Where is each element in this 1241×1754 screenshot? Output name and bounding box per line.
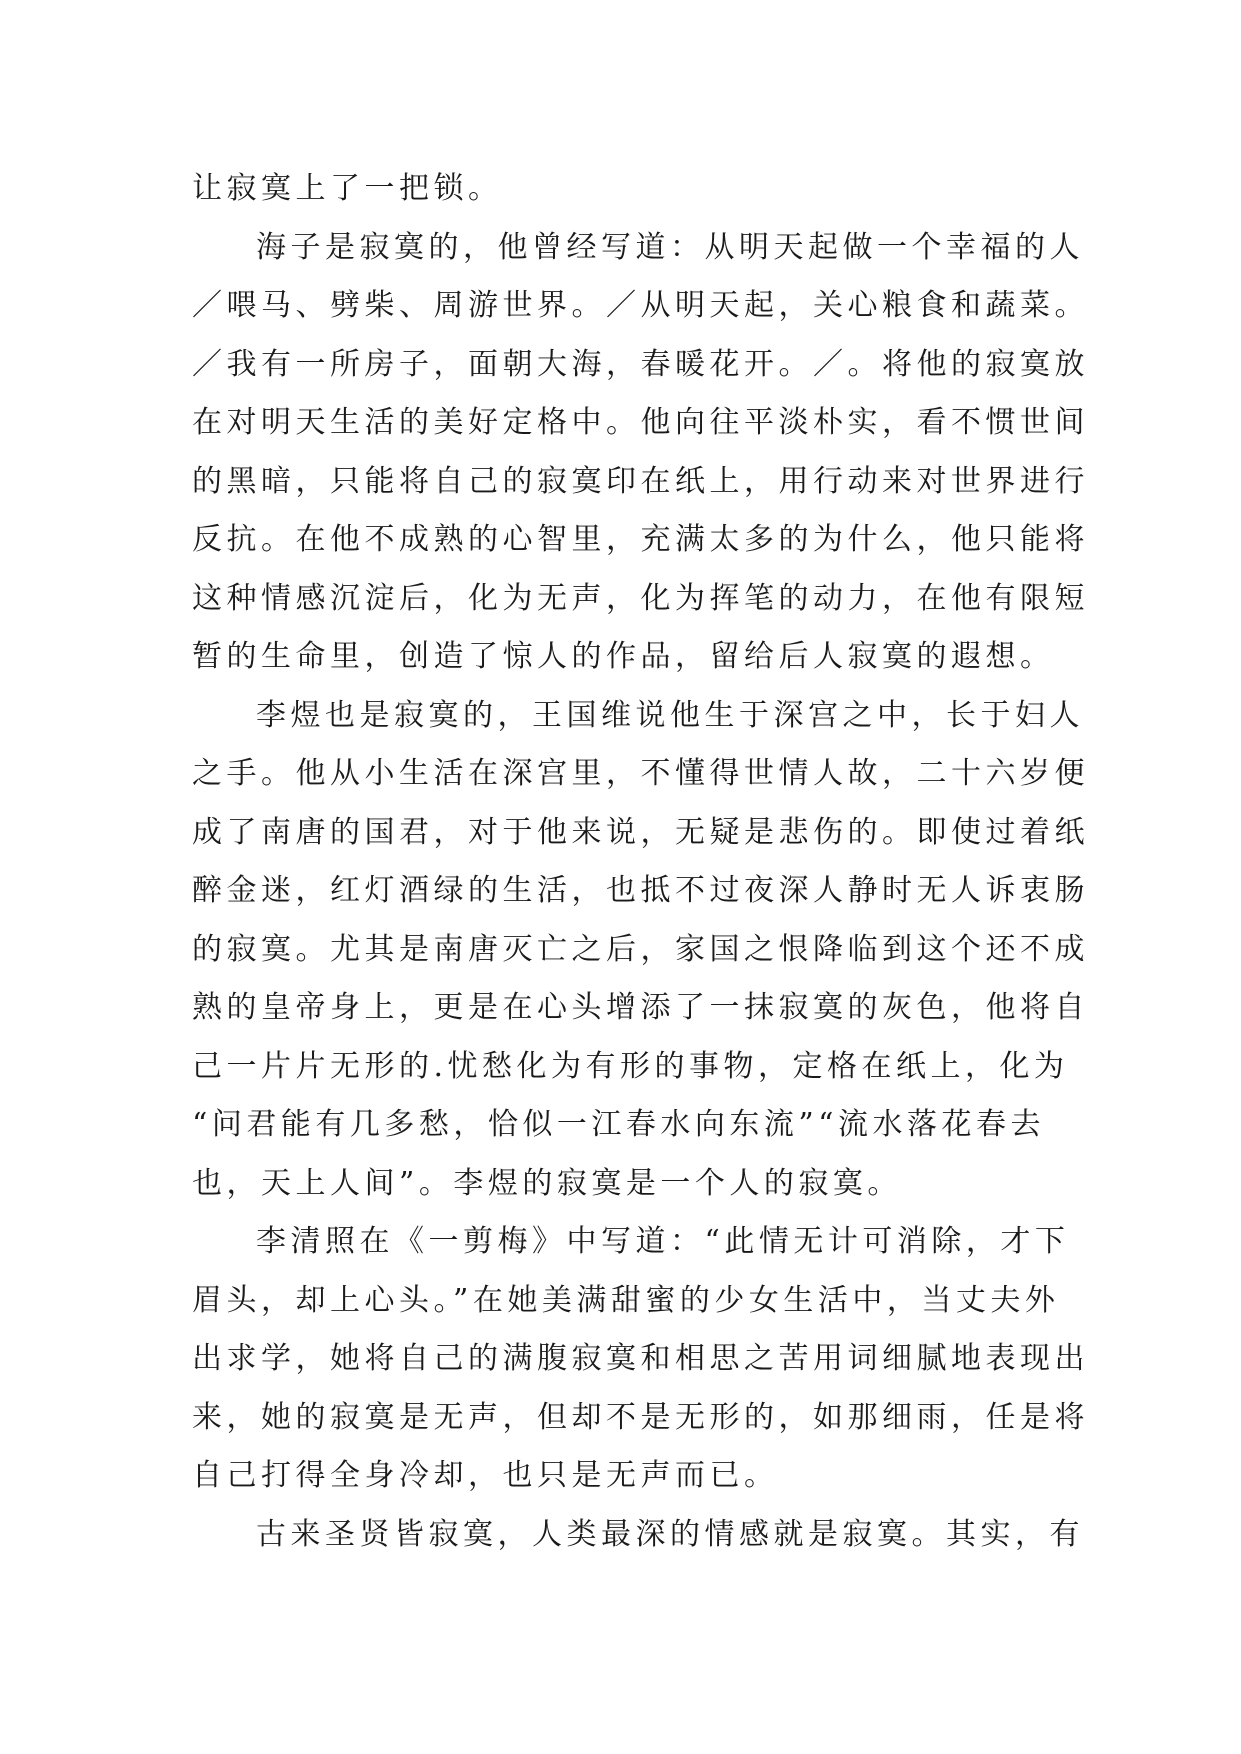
text-line: 眉头，却上心头。”在她美满甜蜜的少女生活中，当丈夫外: [192, 1282, 1060, 1318]
text-line: 的寂寞。尤其是南唐灭亡之后，家国之恨降临到这个还不成: [192, 931, 1089, 967]
text-line: 在对明天生活的美好定格中。他向往平淡朴实，看不惯世间: [192, 405, 1089, 440]
text-line: 李煜也是寂寞的，王国维说他生于深宫之中，长于妇人: [256, 697, 1084, 733]
text-line: 自己打得全身冷却，也只是无声而已。: [192, 1458, 779, 1493]
text-line: 成了南唐的国君，对于他来说，无疑是悲伤的。即使过着纸: [192, 814, 1089, 850]
text-line: 李清照在《一剪梅》中写道：“此情无计可消除，才下: [256, 1224, 1070, 1259]
text-line: 暂的生命里，创造了惊人的作品，留给后人寂寞的遐想。: [192, 639, 1055, 674]
text-line: “问君能有几多愁，恰似一江春水向东流”“流水落花春去: [192, 1107, 1046, 1142]
text-line: 也，天上人间”。李煜的寂寞是一个人的寂寞。: [192, 1165, 902, 1201]
text-line: 出求学，她将自己的满腹寂寞和相思之苦用词细腻地表现出: [192, 1341, 1089, 1376]
text-line: 己一片片无形的.忧愁化为有形的事物，定格在纸上，化为: [192, 1048, 1069, 1084]
text-line: 来，她的寂寞是无声，但却不是无形的，如那细雨，任是将: [192, 1399, 1089, 1435]
text-line: ／喂马、劈柴、周游世界。／从明天起，关心粮食和蔬菜。: [192, 288, 1089, 323]
text-line: 海子是寂寞的，他曾经写道：从明天起做一个幸福的人: [256, 229, 1084, 265]
text-line: 反抗。在他不成熟的心智里，充满太多的为什么，他只能将: [192, 522, 1089, 557]
text-line: ／我有一所房子，面朝大海，春暖花开。／。将他的寂寞放: [192, 346, 1089, 382]
text-line: 醉金迷，红灯酒绿的生活，也抵不过夜深人静时无人诉衷肠: [192, 873, 1089, 908]
body-text: [192, 160, 1089, 1564]
text-line: 古来圣贤皆寂寞，人类最深的情感就是寂寞。其实，有: [256, 1516, 1084, 1552]
text-line: 熟的皇帝身上，更是在心头增添了一抹寂寞的灰色，他将自: [192, 990, 1089, 1025]
text-line: 之手。他从小生活在深宫里，不懂得世情人故，二十六岁便: [192, 756, 1089, 791]
text-line: 这种情感沉淀后，化为无声，化为挥笔的动力，在他有限短: [192, 580, 1089, 616]
text-line: 让寂寞上了一把锁。: [192, 171, 503, 206]
text-line: 的黑暗，只能将自己的寂寞印在纸上，用行动来对世界进行: [192, 463, 1089, 499]
